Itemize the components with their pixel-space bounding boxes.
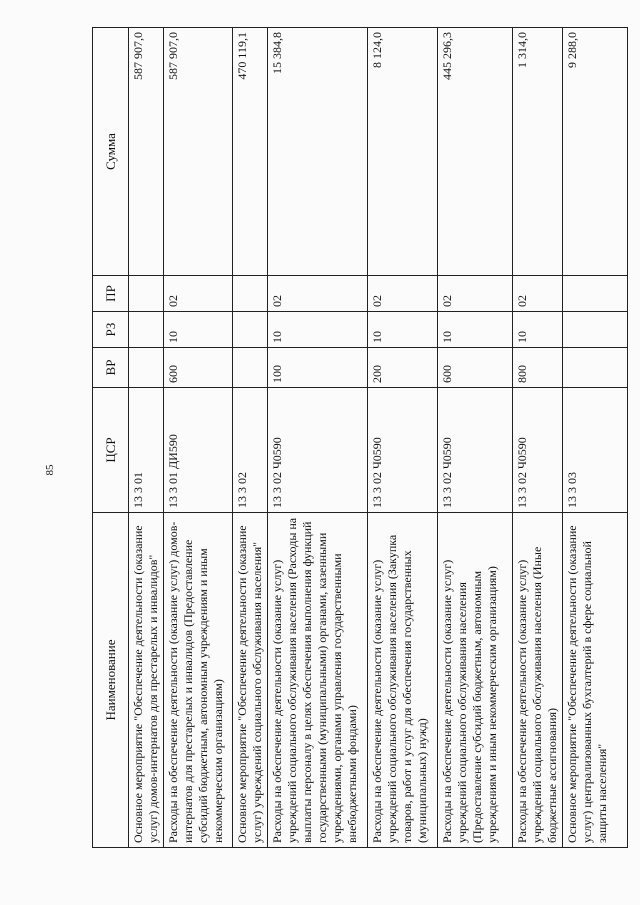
- cell-name: Расходы на обеспечение деятельности (оказание услуг) учреждений социального обслуживания населения (Предоставление субсидий бюджетным, автономным учреждениям и иным некоммерческим организациям): [438, 513, 513, 848]
- table-row: [368, 28, 438, 848]
- cell-sum: 587 907,0: [164, 28, 233, 276]
- header-vr: ВР: [93, 348, 129, 388]
- header-csr: ЦСР: [93, 388, 129, 513]
- cell-vr: 800: [513, 348, 563, 388]
- cell-sum: 587 907,0: [129, 28, 164, 276]
- cell-sum: 9 288,0: [563, 28, 628, 276]
- cell-csr: 13 3 03: [563, 388, 628, 513]
- cell-name: Основное мероприятие "Обеспечение деятельности (оказание услуг) учреждений социального обслуживания населения": [233, 513, 268, 848]
- cell-csr: 13 3 02 Ч0590: [513, 388, 563, 513]
- cell-csr: 13 3 02 Ч0590: [368, 388, 438, 513]
- cell-name: Основное мероприятие "Обеспечение деятельности (оказание услуг) централизованных бухгалтерий в сфере социальной защиты населения": [563, 513, 628, 848]
- table-row: [268, 28, 368, 848]
- cell-rz: [563, 312, 628, 348]
- cell-pr: 02: [513, 276, 563, 312]
- cell-csr: 13 3 02: [233, 388, 268, 513]
- header-pr: ПР: [93, 276, 129, 312]
- cell-sum: 15 384,8: [268, 28, 368, 276]
- cell-csr: 13 3 01 ДИ590: [164, 388, 233, 513]
- cell-vr: 600: [438, 348, 513, 388]
- cell-csr: 13 3 02 Ч0590: [268, 388, 368, 513]
- header-rz: РЗ: [93, 312, 129, 348]
- table-row: [129, 28, 164, 848]
- cell-rz: 10: [368, 312, 438, 348]
- rotated-table-container: [92, 28, 627, 848]
- table-row: [164, 28, 233, 848]
- cell-pr: 02: [438, 276, 513, 312]
- cell-csr: 13 3 02 Ч0590: [438, 388, 513, 513]
- header-sum: Сумма: [93, 28, 129, 276]
- cell-pr: 02: [368, 276, 438, 312]
- cell-rz: 10: [513, 312, 563, 348]
- table-row: [563, 28, 628, 848]
- table-row: [513, 28, 563, 848]
- table-row: [233, 28, 268, 848]
- cell-pr: [563, 276, 628, 312]
- cell-vr: 200: [368, 348, 438, 388]
- cell-vr: 100: [268, 348, 368, 388]
- cell-name: Основное мероприятие "Обеспечение деятельности (оказание услуг) домов-интернатов для престарелых и инвалидов": [129, 513, 164, 848]
- cell-rz: [233, 312, 268, 348]
- cell-vr: [233, 348, 268, 388]
- cell-vr: 600: [164, 348, 233, 388]
- cell-sum: 470 119,1: [233, 28, 268, 276]
- cell-rz: 10: [438, 312, 513, 348]
- cell-name: Расходы на обеспечение деятельности (оказание услуг) учреждений социального обслуживания населения (Закупка товаров, работ и услуг для обеспечения государственных (муниципальных) нужд): [368, 513, 438, 848]
- cell-vr: [563, 348, 628, 388]
- header-name: Наименование: [93, 513, 129, 848]
- cell-name: Расходы на обеспечение деятельности (оказание услуг) домов-интернатов для престарелых и инвалидов (Предоставление субсидий бюджетным, автономным учреждениям и иным некоммерческим организациям): [164, 513, 233, 848]
- cell-vr: [129, 348, 164, 388]
- cell-rz: 10: [164, 312, 233, 348]
- cell-pr: 02: [164, 276, 233, 312]
- cell-name: Расходы на обеспечение деятельности (оказание услуг) учреждений социального обслуживания населения (Иные бюджетные ассигнования): [513, 513, 563, 848]
- cell-sum: 445 296,3: [438, 28, 513, 276]
- cell-name: Расходы на обеспечение деятельности (оказание услуг) учреждений социального обслуживания населения (Расходы на выплаты персоналу в целях обеспечения выполнения функций государственными (муниципальными) органами, казенными учреждениями, органами управления государственными внебюджетными фондами): [268, 513, 368, 848]
- cell-sum: 8 124,0: [368, 28, 438, 276]
- cell-rz: [129, 312, 164, 348]
- budget-table: [92, 27, 628, 848]
- table-header-row: [93, 28, 129, 848]
- cell-csr: 13 3 01: [129, 388, 164, 513]
- cell-pr: [129, 276, 164, 312]
- page-number: 85: [44, 464, 56, 476]
- cell-pr: 02: [268, 276, 368, 312]
- cell-pr: [233, 276, 268, 312]
- table-row: [438, 28, 513, 848]
- cell-sum: 1 314,0: [513, 28, 563, 276]
- cell-rz: 10: [268, 312, 368, 348]
